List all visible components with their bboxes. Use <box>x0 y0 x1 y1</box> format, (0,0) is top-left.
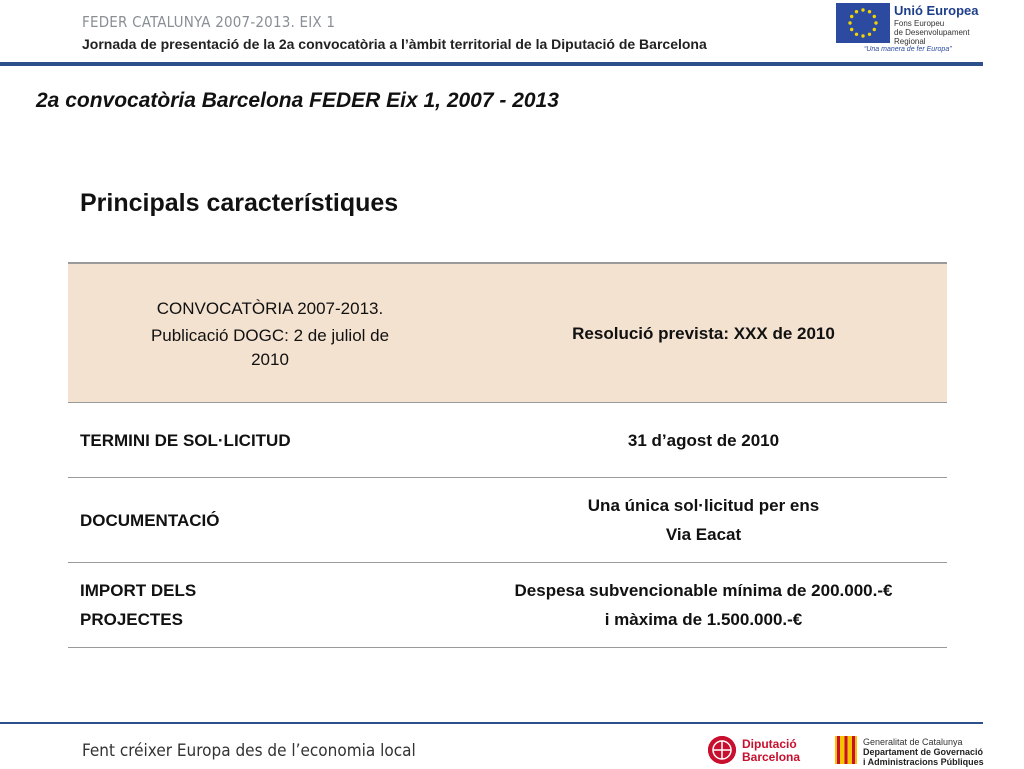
diputacio-line-2: Barcelona <box>742 750 801 764</box>
diputacio-line-1: Diputació <box>742 737 797 751</box>
diputacio-logo <box>708 736 828 766</box>
header-right-cell <box>460 263 947 403</box>
footer-divider <box>0 722 983 724</box>
header-left-line: Publicació DOGC: 2 de juliol de <box>150 326 390 345</box>
header-left-line: 2010 <box>251 350 289 369</box>
generalitat-line-1: Generalitat de Catalunya <box>863 737 963 747</box>
generalitat-line-3: i Administracions Públiques <box>863 757 984 767</box>
row-label-line: IMPORT DELS <box>80 581 197 600</box>
generalitat-shield-icon <box>835 736 857 764</box>
characteristics-table <box>68 262 947 648</box>
row-label-line: TERMINI DE SOL·LICITUD <box>80 430 291 450</box>
row-value-line: Via Eacat <box>665 525 742 544</box>
row-label-line: DOCUMENTACIÓ <box>80 510 220 530</box>
eu-fund-line-1: Fons Europeu <box>894 19 945 28</box>
main-title: 2a convocatòria Barcelona FEDER Eix 1, 2007 - 2013 <box>36 89 559 112</box>
header-left-cell <box>68 263 460 403</box>
row-value-line: Despesa subvencionable mínima de 200.000.-€ <box>514 581 893 600</box>
generalitat-name <box>863 737 984 767</box>
diputacio-name <box>742 738 800 764</box>
session-subtitle: Jornada de presentació de la 2a convocatòria a l’àmbit territorial de la Diputació de Barcelona <box>82 36 707 52</box>
table-row <box>68 563 947 648</box>
eu-fund-line-2: de Desenvolupament <box>894 28 970 37</box>
eu-logo <box>836 3 986 55</box>
table-header-row <box>68 263 947 403</box>
footer-slogan: Fent créixer Europa des de l’economia local <box>82 741 416 761</box>
row-value <box>460 563 947 648</box>
table-row <box>68 478 947 563</box>
generalitat-line-2: Departament de Governació <box>863 747 984 757</box>
section-title: Principals característiques <box>80 189 399 217</box>
diputacio-emblem-icon <box>708 736 736 764</box>
row-label <box>68 563 460 648</box>
row-value <box>460 478 947 563</box>
eu-title: Unió Europea <box>894 3 979 18</box>
row-value-line: 31 d’agost de 2010 <box>627 430 780 450</box>
eu-fund-line-3: Regional <box>894 37 926 46</box>
program-title: FEDER CATALUNYA 2007-2013. EIX 1 <box>82 13 336 31</box>
row-label <box>68 403 460 478</box>
row-value-line: i màxima de 1.500.000.-€ <box>604 610 803 629</box>
row-label <box>68 478 460 563</box>
header-divider <box>0 62 983 66</box>
row-value-line: Una única sol·licitud per ens <box>587 496 820 515</box>
header-left-line: CONVOCATÒRIA 2007-2013. <box>156 299 384 318</box>
row-label-line: PROJECTES <box>80 610 183 629</box>
header-right-text: Resolució prevista: XXX de 2010 <box>572 323 835 343</box>
table-row <box>68 403 947 478</box>
generalitat-logo <box>835 736 985 768</box>
eu-motto: “Una manera de fer Europa” <box>864 46 952 53</box>
eu-flag-icon <box>836 3 890 43</box>
row-value <box>460 403 947 478</box>
